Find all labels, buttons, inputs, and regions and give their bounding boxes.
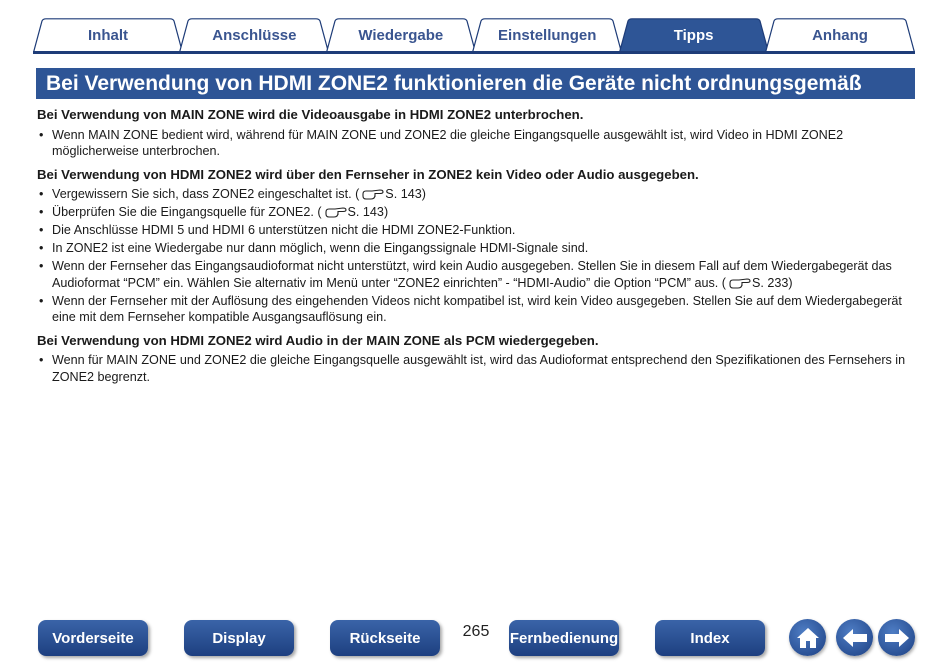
arrow-left-icon [841,627,869,649]
tab-anschlüsse[interactable] [179,18,329,53]
trouble-section [37,333,915,386]
page-reference: S. 143 [347,205,384,219]
tab-label: Wiedergabe [358,27,444,44]
tab-label: Tipps [673,27,714,44]
tab-anhang[interactable] [765,18,915,53]
back-panel-button[interactable]: Rückseite [330,620,440,656]
tab-bar-underline [33,51,915,54]
content [37,107,915,392]
tab-inhalt[interactable] [33,18,183,53]
list-item [37,204,915,221]
tab-label: Inhalt [88,27,128,44]
page-reference: S. 233 [752,275,789,290]
tab-wiedergabe[interactable] [326,18,476,53]
item-text: Wenn für MAIN ZONE und ZONE2 die gleiche Eingangsquelle ausgewählt ist, wird das Audioformat entsprechend den Spezifikationen des Fernsehers in ZONE2 begrenzt. [52,353,906,384]
bullet-list [37,186,915,326]
front-page-button[interactable]: Vorderseite [38,620,148,656]
bullet-list [37,352,915,385]
list-item [37,222,915,239]
page-reference-link[interactable]: ( S. 143) [355,187,426,201]
page-reference: S. 143 [385,187,422,201]
previous-page-button[interactable] [836,619,873,656]
item-text: Überprüfen Sie die Eingangsquelle für ZONE2. [52,205,314,219]
tab-bar [33,18,915,54]
item-text: Wenn der Fernseher mit der Auflösung des eingehenden Videos nicht kompatibel ist, wird kein Video ausgegeben. Stellen Sie auf dem Wiedergabegerät eine mit dem Fernseher kompatible Ausgangsauflösung ein. [52,293,902,324]
next-page-button[interactable] [878,619,915,656]
home-icon [795,626,821,650]
list-item [37,240,915,257]
tab-label: Anschlüsse [212,27,297,44]
item-text: In ZONE2 ist eine Wiedergabe nur dann möglich, wenn die Eingangssignale HDMI-Signale sind. [52,241,589,255]
list-item [37,258,915,291]
item-text: Die Anschlüsse HDMI 5 und HDMI 6 unterstützen nicht die HDMI ZONE2-Funktion. [52,223,516,237]
page-title: Bei Verwendung von HDMI ZONE2 funktionieren die Geräte nicht ordnungsgemäß [36,68,915,99]
list-item [37,352,915,385]
remote-button[interactable]: Fernbedienung [509,620,619,656]
trouble-section [37,107,915,160]
trouble-section [37,167,915,326]
page-number: 265 [462,623,490,640]
item-text: Wenn der Fernseher das Eingangsaudioformat nicht unterstützt, wird kein Audio ausgegeben. Stellen Sie in diesem Fall auf dem Wiedergabegerät das Audioformat “PCM” ein. Wählen Sie alternativ im Menü unter “ZONE2 einrichten” - “HDMI-Audio” die Option “PCM” aus. [52,259,892,290]
page-reference-link[interactable]: ( S. 143) [317,205,389,219]
list-item [37,293,915,326]
tab-label: Anhang [812,27,868,44]
index-button[interactable]: Index [655,620,765,656]
pointing-hand-icon [729,277,751,290]
section-heading: Bei Verwendung von MAIN ZONE wird die Videoausgabe in HDMI ZONE2 unterbrochen. [37,107,584,122]
pointing-hand-icon [362,188,384,201]
display-button[interactable]: Display [184,620,294,656]
section-heading: Bei Verwendung von HDMI ZONE2 wird Audio in der MAIN ZONE als PCM wiedergegeben. [37,332,599,348]
page-reference-link[interactable]: ( S. 233) [721,275,793,290]
item-text: Vergewissern Sie sich, dass ZONE2 eingeschaltet ist. [52,187,352,201]
tab-tipps[interactable] [619,18,769,53]
item-text: Wenn MAIN ZONE bedient wird, während für MAIN ZONE und ZONE2 die gleiche Eingangsquelle ausgewählt ist, wird Video in HDMI ZONE2 möglicherweise unterbrochen. [52,127,844,158]
pointing-hand-icon [325,206,347,219]
arrow-right-icon [883,627,911,649]
list-item [37,127,915,160]
tab-einstellungen[interactable] [472,18,622,53]
list-item [37,186,915,203]
bullet-list [37,127,915,160]
home-button[interactable] [789,619,826,656]
section-heading: Bei Verwendung von HDMI ZONE2 wird über den Fernseher in ZONE2 kein Video oder Audio ausgegeben. [37,166,699,182]
tab-label: Einstellungen [498,27,597,44]
